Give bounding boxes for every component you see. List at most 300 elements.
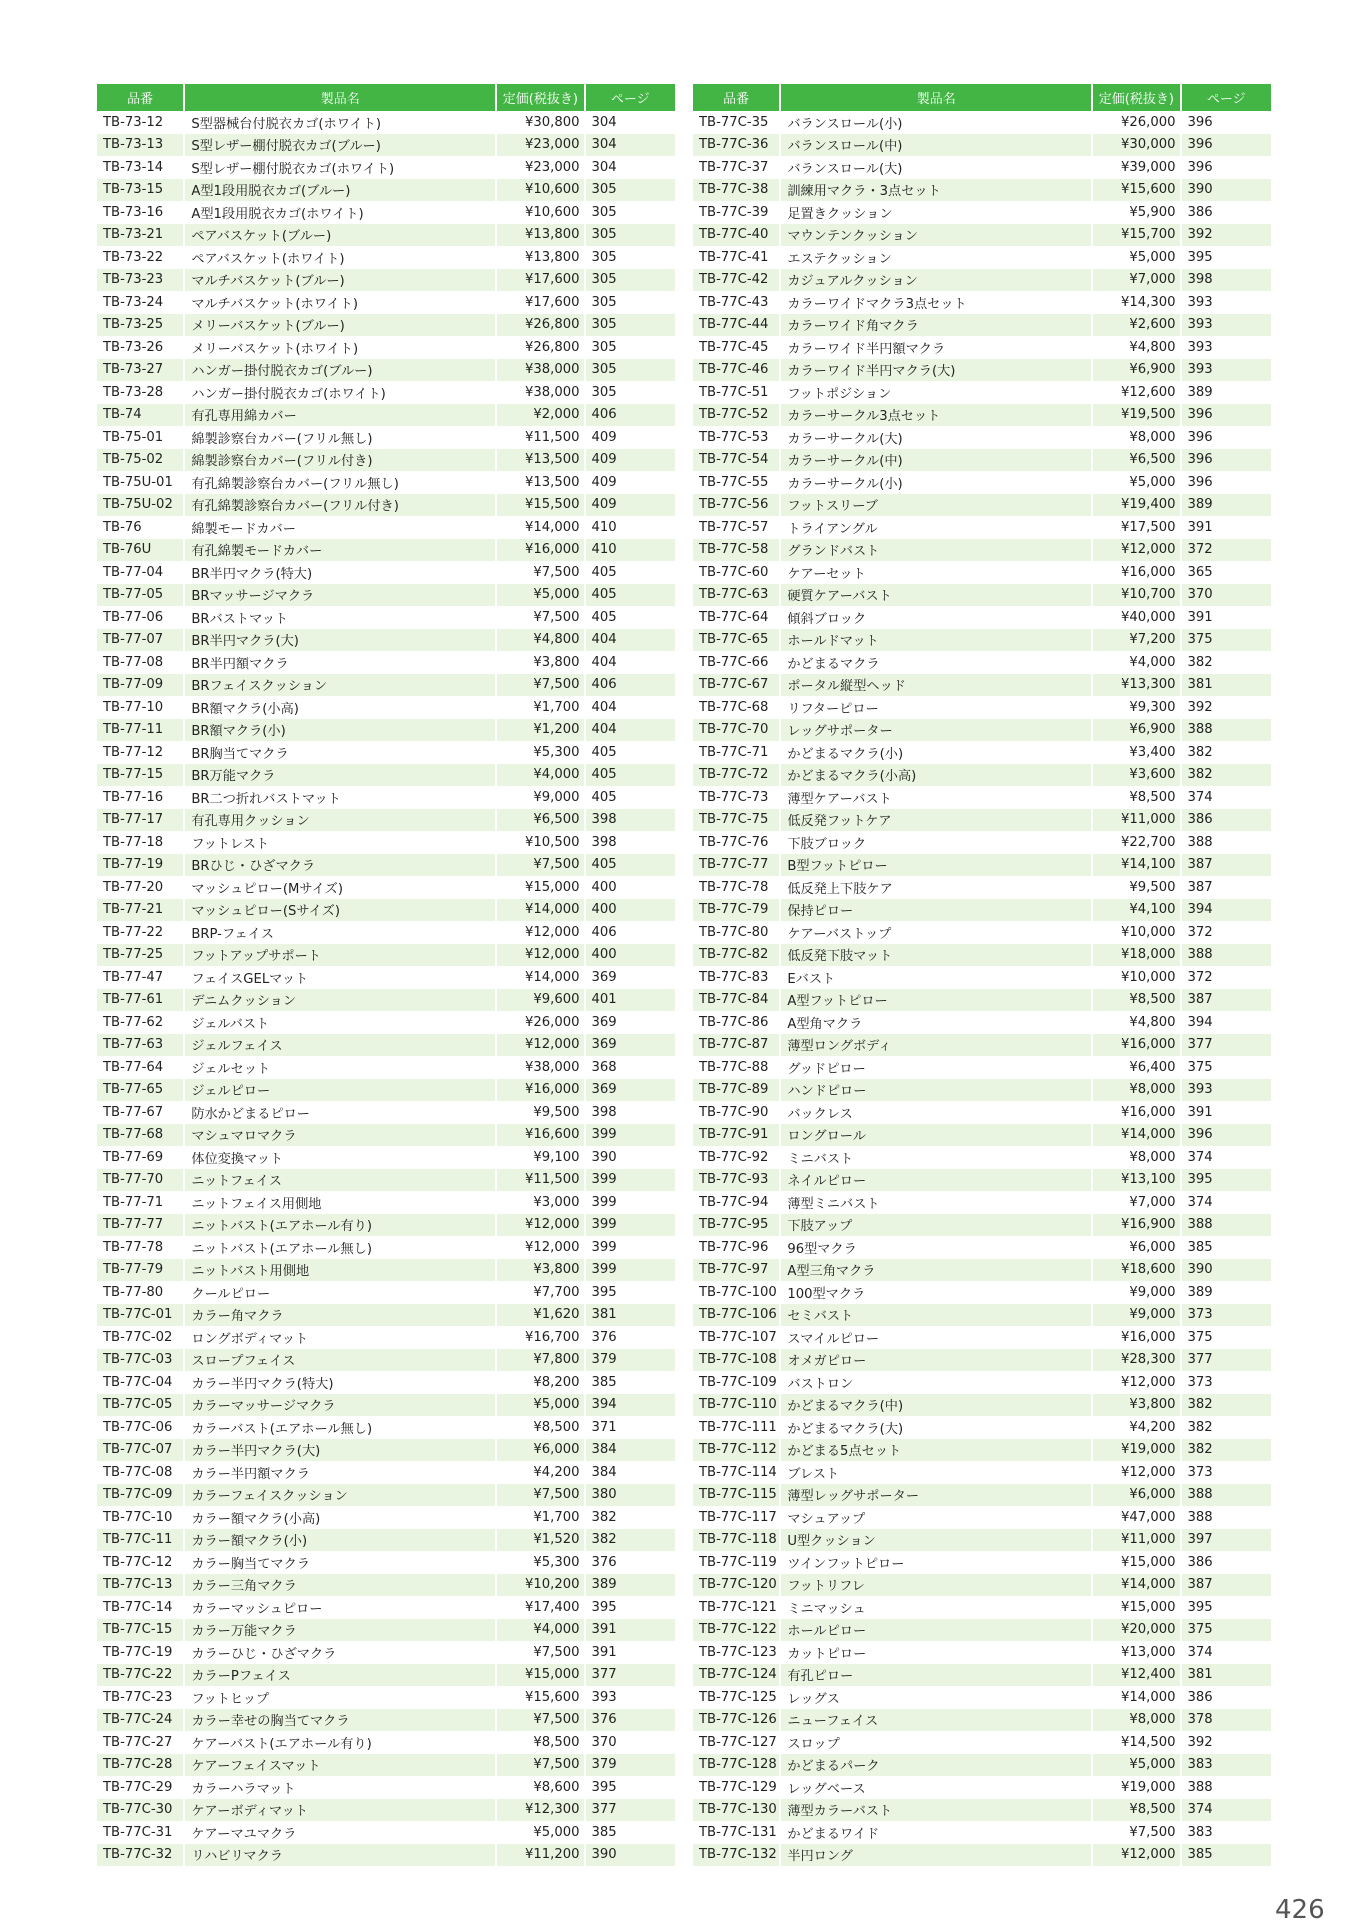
product-code: TB-77C-51 bbox=[693, 381, 780, 404]
product-code: TB-77C-115 bbox=[693, 1484, 780, 1507]
product-price: ¥14,000 bbox=[1092, 1574, 1180, 1597]
product-code: TB-73-23 bbox=[97, 269, 184, 292]
product-code: TB-74 bbox=[97, 404, 184, 427]
product-name: バランスロール(小) bbox=[780, 111, 1092, 134]
product-code: TB-77C-124 bbox=[693, 1664, 780, 1687]
product-code: TB-77C-78 bbox=[693, 876, 780, 899]
product-page: 382 bbox=[1187, 654, 1213, 670]
product-code: TB-77C-12 bbox=[97, 1551, 184, 1574]
product-price: ¥6,900 bbox=[1092, 359, 1180, 382]
table-row bbox=[97, 539, 675, 562]
product-name: 硬質ケアーバスト bbox=[780, 584, 1092, 607]
product-name: ケアーバスト(エアホール有り) bbox=[184, 1731, 496, 1754]
product-code: TB-77C-14 bbox=[97, 1596, 184, 1619]
product-name: ジェルフェイス bbox=[184, 1034, 496, 1057]
product-name: メリーバスケット(ホワイト) bbox=[184, 336, 496, 359]
product-page: 385 bbox=[591, 1374, 617, 1390]
product-page: 401 bbox=[585, 989, 675, 1012]
product-code: TB-77-10 bbox=[97, 696, 184, 719]
product-name: フットアップサポート bbox=[184, 944, 496, 967]
product-name: 綿製診察台カバー(フリル無し) bbox=[184, 426, 496, 449]
product-page: 369 bbox=[585, 1079, 675, 1102]
table-row bbox=[97, 1641, 675, 1664]
product-page: 305 bbox=[591, 249, 617, 265]
table-row bbox=[97, 1551, 675, 1574]
product-code: TB-77-04 bbox=[97, 561, 184, 584]
product-code: TB-77-64 bbox=[97, 1056, 184, 1079]
product-name: カラーハラマット bbox=[184, 1776, 496, 1799]
product-price: ¥15,000 bbox=[1092, 1551, 1180, 1574]
product-page: 409 bbox=[585, 494, 675, 517]
product-page: 406 bbox=[585, 674, 675, 697]
product-page: 388 bbox=[1181, 1214, 1271, 1237]
product-page: 372 bbox=[1187, 969, 1213, 985]
product-name: カラーマッサージマクラ bbox=[184, 1394, 496, 1417]
product-price: ¥11,200 bbox=[496, 1844, 584, 1867]
product-code: TB-77-09 bbox=[97, 674, 184, 697]
product-code: TB-77C-68 bbox=[693, 696, 780, 719]
product-page: 379 bbox=[585, 1754, 675, 1777]
table-row bbox=[693, 1641, 1271, 1664]
product-page: 404 bbox=[585, 629, 675, 652]
table-row bbox=[693, 584, 1271, 607]
product-price: ¥14,000 bbox=[496, 899, 584, 922]
table-row bbox=[693, 179, 1271, 202]
product-name: 有孔綿製モードカバー bbox=[184, 539, 496, 562]
product-page: 406 bbox=[585, 404, 675, 427]
product-page: 405 bbox=[585, 764, 675, 787]
table-row bbox=[693, 359, 1271, 382]
product-price: ¥13,300 bbox=[1092, 674, 1180, 697]
product-page: 392 bbox=[1187, 699, 1213, 715]
product-price: ¥7,000 bbox=[1092, 1191, 1180, 1214]
product-name: カラーPフェイス bbox=[184, 1664, 496, 1687]
product-name: 薄型レッグサポーター bbox=[780, 1484, 1092, 1507]
product-price: ¥22,700 bbox=[1092, 831, 1180, 854]
product-name: BR額マクラ(小) bbox=[184, 719, 496, 742]
product-page: 370 bbox=[591, 1734, 617, 1750]
product-price: ¥12,000 bbox=[1092, 539, 1180, 562]
table-row bbox=[693, 1304, 1271, 1327]
product-name: かどまるパーク bbox=[780, 1754, 1092, 1777]
product-price: ¥5,900 bbox=[1092, 201, 1180, 224]
product-price: ¥2,000 bbox=[496, 404, 584, 427]
product-name: BRバストマット bbox=[184, 606, 496, 629]
table-row bbox=[97, 426, 675, 449]
product-page: 388 bbox=[1181, 1484, 1271, 1507]
table-row bbox=[693, 1214, 1271, 1237]
product-page: 382 bbox=[1187, 744, 1213, 760]
product-page: 382 bbox=[1187, 1419, 1213, 1435]
product-name: マシュアップ bbox=[780, 1506, 1092, 1529]
product-name: 薄型ロングボディ bbox=[780, 1034, 1092, 1057]
product-page: 390 bbox=[1181, 1259, 1271, 1282]
product-page: 396 bbox=[1181, 449, 1271, 472]
product-name: 半円ロング bbox=[780, 1844, 1092, 1867]
table-row bbox=[693, 809, 1271, 832]
product-code: TB-77C-122 bbox=[693, 1619, 780, 1642]
product-price: ¥3,600 bbox=[1092, 764, 1180, 787]
table-row bbox=[693, 539, 1271, 562]
product-name: トライアングル bbox=[780, 516, 1092, 539]
table-row bbox=[97, 1394, 675, 1417]
product-page: 405 bbox=[591, 564, 617, 580]
product-price: ¥16,000 bbox=[1092, 1101, 1180, 1124]
product-name: S型レザー棚付脱衣カゴ(ホワイト) bbox=[184, 156, 496, 179]
product-page: 384 bbox=[585, 1439, 675, 1462]
product-name: かどまるワイド bbox=[780, 1821, 1092, 1844]
product-name: 有孔専用綿カバー bbox=[184, 404, 496, 427]
table-row bbox=[693, 1169, 1271, 1192]
table-row bbox=[693, 381, 1271, 404]
product-price: ¥26,800 bbox=[496, 336, 584, 359]
product-page: 400 bbox=[591, 879, 617, 895]
product-page: 395 bbox=[1181, 1169, 1271, 1192]
product-price: ¥4,200 bbox=[1092, 1416, 1180, 1439]
product-page: 409 bbox=[585, 449, 675, 472]
product-code: TB-77C-44 bbox=[693, 314, 780, 337]
table-row bbox=[97, 404, 675, 427]
product-page: 376 bbox=[591, 1554, 617, 1570]
product-name: かどまるマクラ(小高) bbox=[780, 764, 1092, 787]
table-row bbox=[693, 1529, 1271, 1552]
product-code: TB-77C-13 bbox=[97, 1574, 184, 1597]
product-code: TB-77C-41 bbox=[693, 246, 780, 269]
table-row bbox=[97, 1281, 675, 1304]
product-code: TB-75-02 bbox=[97, 449, 184, 472]
product-name: フットレスト bbox=[184, 831, 496, 854]
product-name: BR額マクラ(小高) bbox=[184, 696, 496, 719]
product-page: 382 bbox=[1181, 1439, 1271, 1462]
product-name: 下肢ブロック bbox=[780, 831, 1092, 854]
product-price: ¥3,800 bbox=[496, 1259, 584, 1282]
product-page: 377 bbox=[585, 1799, 675, 1822]
product-name: A型1段用脱衣カゴ(ホワイト) bbox=[184, 201, 496, 224]
product-name: BR二つ折れバストマット bbox=[184, 786, 496, 809]
product-price: ¥14,300 bbox=[1092, 291, 1180, 314]
product-price: ¥40,000 bbox=[1092, 606, 1180, 629]
product-page: 386 bbox=[1187, 1554, 1213, 1570]
product-price: ¥9,600 bbox=[496, 989, 584, 1012]
product-price: ¥4,000 bbox=[496, 1619, 584, 1642]
product-code: TB-77C-03 bbox=[97, 1349, 184, 1372]
product-code: TB-77C-129 bbox=[693, 1776, 780, 1799]
product-code: TB-77C-96 bbox=[693, 1236, 780, 1259]
product-page: 305 bbox=[591, 294, 617, 310]
product-page: 390 bbox=[585, 1844, 675, 1867]
product-price: ¥6,000 bbox=[1092, 1236, 1180, 1259]
product-name: バランスロール(大) bbox=[780, 156, 1092, 179]
product-name: かどまるマクラ(中) bbox=[780, 1394, 1092, 1417]
table-row bbox=[693, 1371, 1271, 1394]
product-page: 387 bbox=[1181, 989, 1271, 1012]
product-name: ケアーフェイスマット bbox=[184, 1754, 496, 1777]
product-page: 409 bbox=[591, 474, 617, 490]
product-name: 有孔ピロー bbox=[780, 1664, 1092, 1687]
product-code: TB-77C-107 bbox=[693, 1326, 780, 1349]
table-row bbox=[693, 1236, 1271, 1259]
table-row bbox=[693, 1799, 1271, 1822]
product-code: TB-77C-24 bbox=[97, 1709, 184, 1732]
product-price: ¥13,500 bbox=[496, 449, 584, 472]
product-price: ¥7,500 bbox=[496, 1641, 584, 1664]
product-price: ¥6,000 bbox=[496, 1439, 584, 1462]
product-code: TB-73-14 bbox=[97, 156, 184, 179]
product-page: 381 bbox=[585, 1304, 675, 1327]
product-code: TB-77C-70 bbox=[693, 719, 780, 742]
product-price: ¥9,100 bbox=[496, 1146, 584, 1169]
table-row bbox=[693, 989, 1271, 1012]
product-price: ¥8,500 bbox=[1092, 989, 1180, 1012]
product-name: スロープフェイス bbox=[184, 1349, 496, 1372]
table-row bbox=[97, 336, 675, 359]
table-row bbox=[97, 1506, 675, 1529]
table-row bbox=[693, 1416, 1271, 1439]
table-row bbox=[97, 1686, 675, 1709]
product-price: ¥8,500 bbox=[1092, 786, 1180, 809]
product-code: TB-77C-15 bbox=[97, 1619, 184, 1642]
product-price: ¥12,000 bbox=[496, 921, 584, 944]
product-price: ¥5,000 bbox=[1092, 471, 1180, 494]
product-price: ¥5,300 bbox=[496, 741, 584, 764]
product-code: TB-77-67 bbox=[97, 1101, 184, 1124]
table-row bbox=[97, 786, 675, 809]
product-name: フェイスGELマット bbox=[184, 966, 496, 989]
product-price: ¥7,500 bbox=[1092, 1821, 1180, 1844]
table-row bbox=[693, 764, 1271, 787]
product-page: 305 bbox=[585, 224, 675, 247]
product-price: ¥19,500 bbox=[1092, 404, 1180, 427]
header-code: 品番 bbox=[693, 84, 780, 111]
table-row bbox=[97, 561, 675, 584]
product-price: ¥9,500 bbox=[496, 1101, 584, 1124]
product-name: カラーバスト(エアホール無し) bbox=[184, 1416, 496, 1439]
table-row bbox=[97, 516, 675, 539]
product-price: ¥18,600 bbox=[1092, 1259, 1180, 1282]
table-row bbox=[97, 1754, 675, 1777]
product-price: ¥8,500 bbox=[1092, 1799, 1180, 1822]
table-row bbox=[97, 1844, 675, 1867]
product-page: 373 bbox=[1187, 1374, 1213, 1390]
product-code: TB-77C-88 bbox=[693, 1056, 780, 1079]
product-page: 365 bbox=[1187, 564, 1213, 580]
product-page: 305 bbox=[585, 314, 675, 337]
product-price: ¥8,500 bbox=[496, 1416, 584, 1439]
product-price: ¥15,600 bbox=[1092, 179, 1180, 202]
product-code: TB-77C-90 bbox=[693, 1101, 780, 1124]
product-page: 398 bbox=[591, 834, 617, 850]
product-page: 405 bbox=[591, 609, 617, 625]
product-page: 396 bbox=[1181, 1124, 1271, 1147]
product-name: ペアバスケット(ホワイト) bbox=[184, 246, 496, 269]
table-row bbox=[693, 1056, 1271, 1079]
table-row bbox=[97, 111, 675, 134]
product-page: 396 bbox=[1187, 114, 1213, 130]
product-name: 薄型カラーバスト bbox=[780, 1799, 1092, 1822]
product-name: ニューフェイス bbox=[780, 1709, 1092, 1732]
product-page: 396 bbox=[1187, 429, 1213, 445]
product-name: BR半円マクラ(大) bbox=[184, 629, 496, 652]
product-code: TB-73-16 bbox=[97, 201, 184, 224]
product-code: TB-73-26 bbox=[97, 336, 184, 359]
table-row bbox=[97, 224, 675, 247]
product-price: ¥6,400 bbox=[1092, 1056, 1180, 1079]
product-price: ¥12,000 bbox=[1092, 1371, 1180, 1394]
product-page: 387 bbox=[1187, 879, 1213, 895]
table-row bbox=[97, 1664, 675, 1687]
product-page: 394 bbox=[1187, 1014, 1213, 1030]
product-code: TB-73-12 bbox=[97, 111, 184, 134]
product-code: TB-77-05 bbox=[97, 584, 184, 607]
product-page: 369 bbox=[585, 1034, 675, 1057]
product-name: BRフェイスクッション bbox=[184, 674, 496, 697]
product-price: ¥5,000 bbox=[1092, 246, 1180, 269]
product-price: ¥14,500 bbox=[1092, 1731, 1180, 1754]
table-row bbox=[97, 1349, 675, 1372]
product-code: TB-77C-106 bbox=[693, 1304, 780, 1327]
product-code: TB-77C-117 bbox=[693, 1506, 780, 1529]
product-page: 371 bbox=[591, 1419, 617, 1435]
product-name: ミニバスト bbox=[780, 1146, 1092, 1169]
product-page: 305 bbox=[591, 339, 617, 355]
product-price: ¥30,000 bbox=[1092, 134, 1180, 157]
product-page: 394 bbox=[1181, 899, 1271, 922]
table-row bbox=[97, 1731, 675, 1754]
product-name: カラーサークル(中) bbox=[780, 449, 1092, 472]
table-row bbox=[97, 1596, 675, 1619]
product-code: TB-77-08 bbox=[97, 651, 184, 674]
product-price: ¥16,000 bbox=[1092, 561, 1180, 584]
table-row bbox=[97, 1191, 675, 1214]
product-name: BR半円額マクラ bbox=[184, 651, 496, 674]
table-row bbox=[97, 629, 675, 652]
product-name: ニットバスト(エアホール無し) bbox=[184, 1236, 496, 1259]
product-price: ¥16,700 bbox=[496, 1326, 584, 1349]
product-page: 410 bbox=[591, 519, 617, 535]
product-price: ¥9,000 bbox=[496, 786, 584, 809]
product-code: TB-77-12 bbox=[97, 741, 184, 764]
product-price: ¥26,800 bbox=[496, 314, 584, 337]
product-code: TB-77-62 bbox=[97, 1011, 184, 1034]
product-page: 395 bbox=[591, 1779, 617, 1795]
product-code: TB-77C-126 bbox=[693, 1709, 780, 1732]
product-page: 375 bbox=[1181, 629, 1271, 652]
product-page: 304 bbox=[585, 134, 675, 157]
table-row bbox=[97, 1326, 675, 1349]
product-price: ¥9,000 bbox=[1092, 1304, 1180, 1327]
product-code: TB-77C-123 bbox=[693, 1641, 780, 1664]
product-code: TB-77-11 bbox=[97, 719, 184, 742]
product-page: 377 bbox=[1181, 1034, 1271, 1057]
product-price: ¥12,000 bbox=[496, 944, 584, 967]
table-row bbox=[693, 1349, 1271, 1372]
header-name: 製品名 bbox=[780, 84, 1092, 111]
product-code: TB-77-61 bbox=[97, 989, 184, 1012]
product-name: B型フットピロー bbox=[780, 854, 1092, 877]
product-name: 綿製モードカバー bbox=[184, 516, 496, 539]
product-name: カラー半円マクラ(大) bbox=[184, 1439, 496, 1462]
product-name: バックレス bbox=[780, 1101, 1092, 1124]
product-price: ¥8,500 bbox=[496, 1731, 584, 1754]
product-code: TB-77-25 bbox=[97, 944, 184, 967]
table-row bbox=[693, 606, 1271, 629]
table-row bbox=[97, 1416, 675, 1439]
product-name: カラー三角マクラ bbox=[184, 1574, 496, 1597]
table-row bbox=[97, 1034, 675, 1057]
product-name: 有孔綿製診察台カバー(フリル無し) bbox=[184, 471, 496, 494]
product-price: ¥14,000 bbox=[1092, 1124, 1180, 1147]
product-page: 388 bbox=[1187, 1779, 1213, 1795]
table-row bbox=[97, 1574, 675, 1597]
product-code: TB-77C-84 bbox=[693, 989, 780, 1012]
product-page: 393 bbox=[1187, 294, 1213, 310]
product-code: TB-73-15 bbox=[97, 179, 184, 202]
product-price: ¥12,000 bbox=[1092, 1461, 1180, 1484]
product-price: ¥7,000 bbox=[1092, 269, 1180, 292]
product-code: TB-77C-77 bbox=[693, 854, 780, 877]
table-row bbox=[97, 1529, 675, 1552]
product-code: TB-77C-23 bbox=[97, 1686, 184, 1709]
table-row bbox=[97, 584, 675, 607]
product-price: ¥17,500 bbox=[1092, 516, 1180, 539]
product-price: ¥23,000 bbox=[496, 156, 584, 179]
product-name: かどまる5点セット bbox=[780, 1439, 1092, 1462]
table-row bbox=[693, 1709, 1271, 1732]
product-page: 397 bbox=[1181, 1529, 1271, 1552]
product-code: TB-77C-54 bbox=[693, 449, 780, 472]
product-code: TB-77C-76 bbox=[693, 831, 780, 854]
product-price: ¥8,600 bbox=[496, 1776, 584, 1799]
product-page: 388 bbox=[1181, 944, 1271, 967]
product-code: TB-77C-91 bbox=[693, 1124, 780, 1147]
product-name: ツインフットピロー bbox=[780, 1551, 1092, 1574]
product-price: ¥7,500 bbox=[496, 1754, 584, 1777]
product-price: ¥1,700 bbox=[496, 696, 584, 719]
product-name: バストロン bbox=[780, 1371, 1092, 1394]
product-code: TB-77C-53 bbox=[693, 426, 780, 449]
product-price: ¥7,800 bbox=[496, 1349, 584, 1372]
product-code: TB-77C-45 bbox=[693, 336, 780, 359]
table-row bbox=[97, 156, 675, 179]
product-page: 369 bbox=[591, 1014, 617, 1030]
table-row bbox=[693, 1326, 1271, 1349]
product-name: ケアーボディマット bbox=[184, 1799, 496, 1822]
table-row bbox=[693, 966, 1271, 989]
product-page: 386 bbox=[1187, 1689, 1213, 1705]
table-row bbox=[693, 1686, 1271, 1709]
product-code: TB-75-01 bbox=[97, 426, 184, 449]
product-price: ¥4,800 bbox=[1092, 336, 1180, 359]
table-row bbox=[693, 449, 1271, 472]
product-code: TB-77C-109 bbox=[693, 1371, 780, 1394]
table-row bbox=[693, 269, 1271, 292]
product-page: 406 bbox=[591, 924, 617, 940]
product-page: 377 bbox=[1181, 1349, 1271, 1372]
product-page: 393 bbox=[1187, 339, 1213, 355]
table-row bbox=[693, 336, 1271, 359]
table-row bbox=[693, 1394, 1271, 1417]
product-price: ¥23,000 bbox=[496, 134, 584, 157]
product-page: 391 bbox=[1187, 519, 1213, 535]
product-name: カラー胸当てマクラ bbox=[184, 1551, 496, 1574]
product-price: ¥1,200 bbox=[496, 719, 584, 742]
product-name: BR半円マクラ(特大) bbox=[184, 561, 496, 584]
table-row bbox=[97, 674, 675, 697]
table-row bbox=[693, 224, 1271, 247]
product-code: TB-77-18 bbox=[97, 831, 184, 854]
product-price: ¥11,000 bbox=[1092, 1529, 1180, 1552]
product-price: ¥3,000 bbox=[496, 1191, 584, 1214]
